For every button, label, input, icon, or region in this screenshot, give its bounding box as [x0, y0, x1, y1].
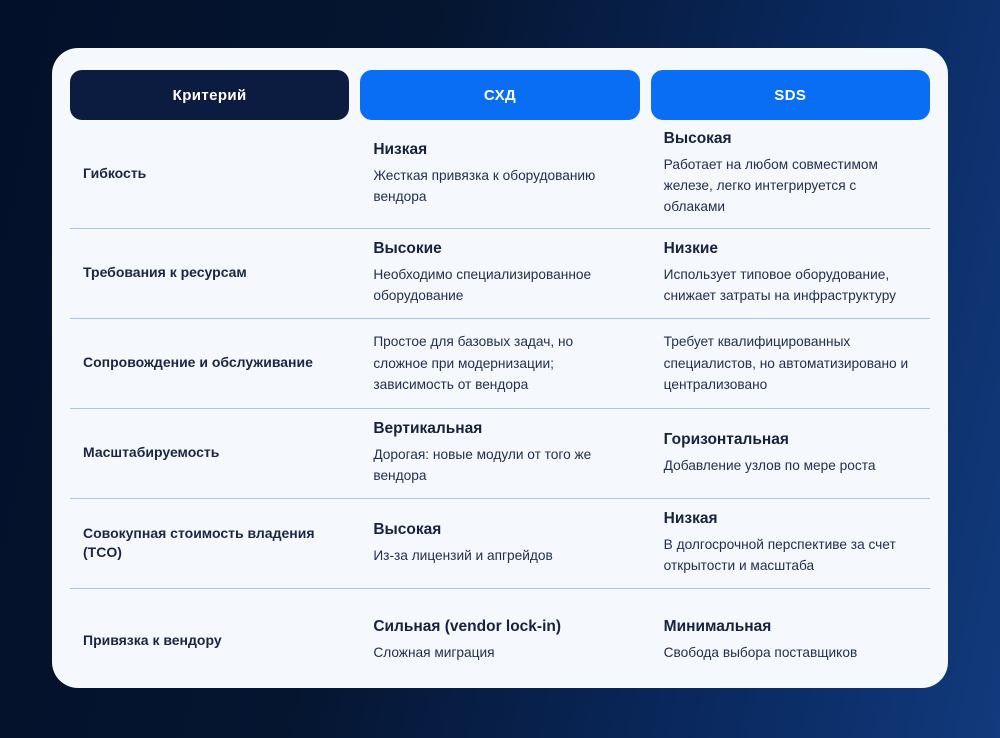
- value-title: Горизонтальная: [663, 430, 789, 448]
- schd-cell: [360, 521, 639, 566]
- column-header-schd: СХД: [360, 70, 639, 120]
- sds-cell: [651, 510, 930, 576]
- value-title: Низкие: [663, 239, 718, 257]
- table-header: [70, 70, 930, 120]
- criterion-label: Сопровождение и обслуживание: [83, 354, 313, 371]
- schd-cell: [360, 618, 639, 663]
- value-description: Необходимо специализированное оборудование: [373, 266, 592, 304]
- table-row-scalability: [70, 409, 930, 499]
- value-title: Минимальная: [663, 618, 772, 636]
- table-row-tco: [70, 499, 930, 589]
- schd-cell: [360, 331, 639, 395]
- criterion-label: Гибкость: [83, 165, 147, 182]
- column-header-criterion: Критерий: [70, 70, 349, 120]
- value-title: Низкая: [373, 140, 428, 158]
- table-row-resources: [70, 229, 930, 319]
- value-description: В долгосрочной перспективе за счет открытости и масштаба: [663, 536, 896, 574]
- sds-cell: [651, 130, 930, 218]
- sds-cell: [651, 240, 930, 306]
- value-description: Использует типовое оборудование, снижает затраты на инфраструктуру: [663, 266, 897, 304]
- sds-cell: [651, 618, 930, 663]
- value-description: Жесткая привязка к оборудованию вендора: [373, 167, 596, 204]
- criterion-label: Масштабируемость: [83, 444, 220, 461]
- value-title: Высокая: [663, 130, 732, 147]
- value-title: Сильная (vendor lock-in): [373, 618, 562, 636]
- sds-cell: [651, 431, 930, 476]
- schd-cell: [360, 420, 639, 486]
- value-title: Низкая: [663, 509, 718, 527]
- value-description: Из-за лицензий и апгрейдов: [373, 547, 553, 563]
- schd-cell: [360, 240, 639, 306]
- value-title: Высокая: [373, 520, 442, 538]
- criterion-label: Привязка к вендору: [83, 631, 222, 648]
- value-description: Работает на любом совместимом железе, легко интегрируется с облаками: [663, 157, 878, 215]
- criterion-label: Требования к ресурсам: [83, 264, 247, 281]
- sds-cell: [651, 331, 930, 395]
- value-description: Добавление узлов по мере роста: [663, 457, 876, 473]
- value-description: Дорогая: новые модули от того же вендора: [373, 446, 592, 484]
- table-row-vendor-lockin: [70, 589, 930, 693]
- value-description: Простое для базовых задач, но сложное при модернизации; зависимость от вендора: [373, 334, 574, 392]
- comparison-table-card: [52, 48, 948, 688]
- value-description: Требует квалифицированных специалистов, но автоматизировано и централизовано: [663, 334, 909, 392]
- value-description: Сложная миграция: [373, 645, 495, 661]
- table-row-flexibility: [70, 120, 930, 229]
- criterion-label: Совокупная стоимость владения (TCO): [83, 524, 315, 561]
- value-title: Вертикальная: [373, 419, 483, 437]
- table-body: [70, 120, 930, 693]
- column-header-sds: SDS: [651, 70, 930, 120]
- value-title: Высокие: [373, 239, 442, 257]
- schd-cell: [360, 141, 639, 207]
- value-description: Свобода выбора поставщиков: [663, 645, 858, 661]
- table-row-maintenance: [70, 319, 930, 409]
